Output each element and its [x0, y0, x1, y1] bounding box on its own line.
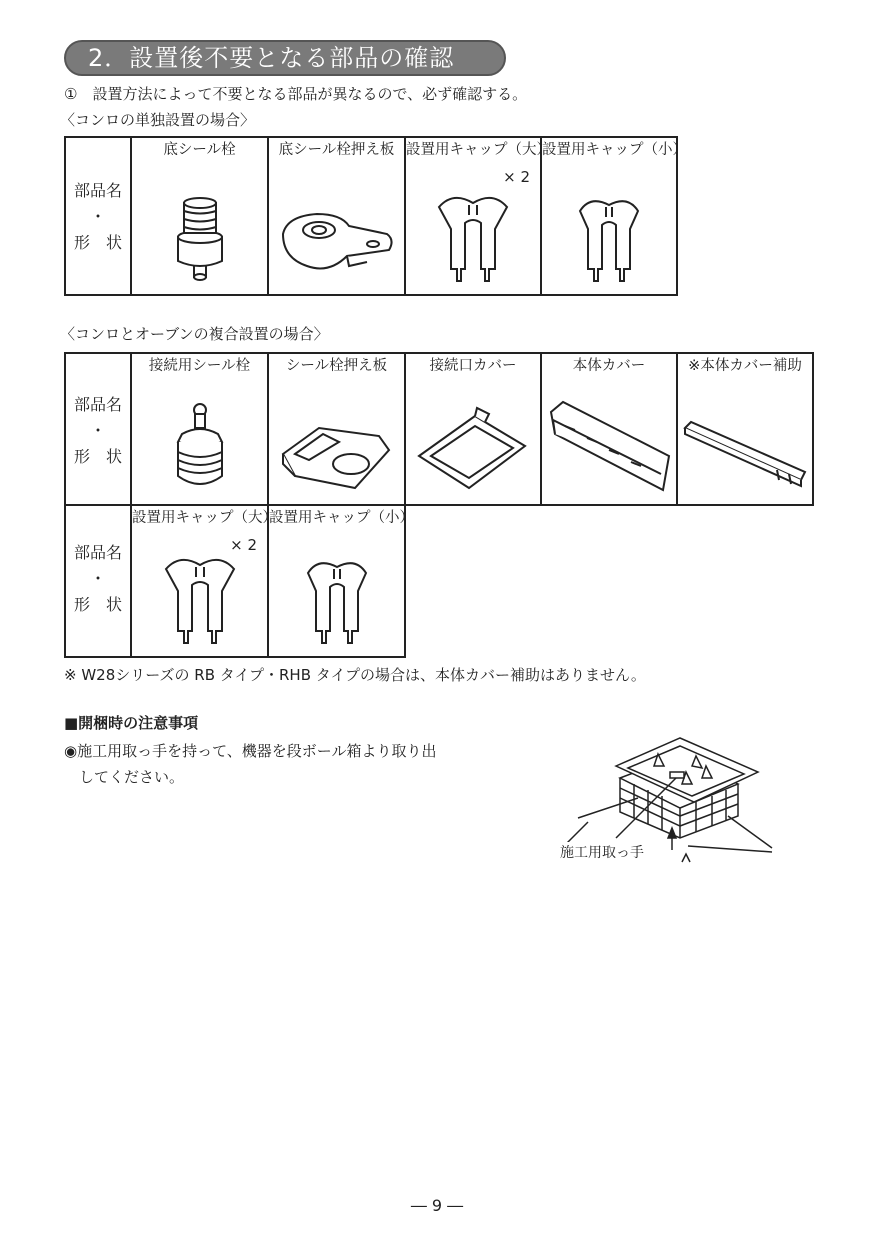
seal-plate-image	[269, 204, 404, 288]
part-name: 設置用キャップ（大）	[406, 142, 551, 158]
quantity-label: × 2	[230, 536, 257, 554]
part-cell	[268, 353, 405, 505]
unpacking-illustration	[558, 726, 778, 870]
part-cell	[268, 137, 405, 295]
caution-title: ■開梱時の注意事項	[64, 714, 199, 732]
row-header-name: 部品名	[73, 543, 122, 562]
footnote: ※ W28シリーズの RB タイプ・RHB タイプの場合は、本体カバー補助はありません。	[64, 666, 646, 684]
empty-area	[405, 505, 813, 657]
row-header-name: 部品名	[73, 395, 122, 414]
body-cover-image	[542, 398, 676, 498]
part-cell	[268, 505, 414, 657]
part-name: 設置用キャップ（小）	[542, 142, 687, 158]
part-name: 設置用キャップ（大）	[132, 510, 277, 526]
row-header	[65, 353, 131, 505]
parts-table-combined	[64, 352, 814, 658]
caution-line-1: ◉施工用取っ手を持って、機器を段ボール箱より取り出	[64, 742, 437, 760]
cap-large-image	[406, 189, 540, 288]
page-number: ― 9 ―	[410, 1196, 464, 1215]
part-cell	[131, 505, 277, 657]
cap-small-image	[269, 551, 404, 650]
parts-table-single	[64, 136, 687, 296]
caution-line-2: してください。	[64, 768, 185, 786]
part-name: 底シール栓	[163, 142, 236, 158]
quantity-label: × 2	[503, 168, 530, 186]
part-name: 接続用シール栓	[148, 358, 251, 374]
part-name: ※本体カバー補助	[688, 358, 802, 374]
part-cell	[131, 353, 268, 505]
row-header-dot: ・	[89, 569, 106, 588]
table1-caption: 〈コンロの単独設置の場合〉	[60, 111, 256, 129]
table2-caption: 〈コンロとオーブンの複合設置の場合〉	[60, 325, 329, 343]
part-name: シール栓押え板	[285, 358, 388, 374]
row-header-shape: 形 状	[73, 233, 122, 252]
seal-plug-image	[132, 189, 267, 288]
cap-large-image	[132, 551, 267, 650]
intro-text: ① 設置方法によって不要となる部品が異なるので、必ず確認する。	[64, 85, 528, 103]
part-cell	[677, 353, 813, 505]
plug-plate-image	[269, 414, 404, 498]
connection-seal-plug-image	[132, 402, 267, 498]
row-header	[65, 505, 131, 657]
part-cell	[405, 137, 551, 295]
port-cover-image	[406, 406, 540, 498]
row-header-dot: ・	[89, 421, 106, 440]
row-header-dot: ・	[89, 207, 106, 226]
row-header-shape: 形 状	[73, 595, 122, 614]
part-name: 接続口カバー	[429, 358, 517, 374]
part-cell	[541, 353, 677, 505]
body-cover-support-image	[678, 414, 812, 498]
part-name: 底シール栓押え板	[278, 142, 395, 158]
part-cell	[131, 137, 268, 295]
part-name: 設置用キャップ（小）	[269, 510, 414, 526]
row-header	[65, 137, 131, 295]
part-cell	[541, 137, 687, 295]
caution-text	[64, 738, 437, 790]
row-header-shape: 形 状	[73, 447, 122, 466]
row-header-name: 部品名	[73, 181, 122, 200]
part-cell	[405, 353, 541, 505]
cap-small-image	[542, 189, 676, 288]
part-name: 本体カバー	[572, 358, 646, 374]
section-heading: 2．設置後不要となる部品の確認	[64, 40, 506, 76]
handle-label: 施工用取っ手	[560, 842, 644, 862]
